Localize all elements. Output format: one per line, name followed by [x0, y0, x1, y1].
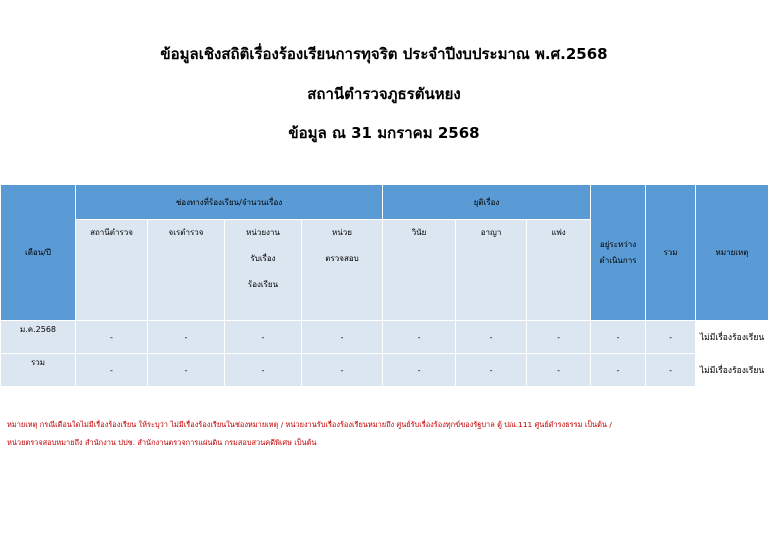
cell-station: - [76, 321, 148, 354]
cell-pending: - [591, 354, 646, 387]
row-label-text: ม.ค.2568 [19, 325, 57, 334]
cell-station: - [76, 354, 148, 387]
header-discipline [383, 220, 456, 321]
header-civil [527, 220, 591, 321]
header-audit-line1: หน่วย [332, 228, 352, 237]
cell-civil: - [527, 321, 591, 354]
report-title: ข้อมูลเชิงสถิติเรื่องร้องเรียนการทุจริต ประจำปีงบประมาณ พ.ศ.2568 [160, 45, 608, 63]
footnote [7, 416, 767, 452]
header-criminal [456, 220, 527, 321]
cell-police: - [148, 354, 225, 387]
cell-audit: - [302, 354, 383, 387]
row-label [1, 321, 76, 354]
cell-remark: ไม่มีเรื่องร้องเรียน [696, 321, 768, 354]
station-name: สถานีตำรวจภูธรตันหยง [307, 85, 461, 103]
complaint-statistics-table [0, 184, 768, 387]
header-station-label: สถานีตำรวจ [90, 228, 133, 237]
header-pending-line1: อยู่ระหว่าง [599, 239, 637, 249]
header-concluded: ยุติเรื่อง [383, 185, 591, 220]
header-receiving-line1: หน่วยงาน [246, 228, 280, 237]
header-total: รวม [646, 185, 696, 321]
header-row-top [1, 185, 768, 220]
cell-total: - [646, 354, 696, 387]
header-receiving [225, 220, 302, 321]
header-receiving-line3: ร้องเรียน [247, 280, 279, 289]
header-audit [302, 220, 383, 321]
footnote-line2: หน่วยตรวจสอบหมายถึง สำนักงาน ปปช. สำนักงานตรวจการแผ่นดิน กรมสอบสวนคดีพิเศษ เป็นต้น [7, 438, 317, 447]
footnote-line1: หมายเหตุ กรณีเดือนใดไม่มีเรื่องร้องเรียน ให้ระบุว่า ไม่มีเรื่องร้องเรียนในช่องหมายเหตุ / หน่วยงานรับเรื่องร้องเรียนหมายถึง ศูนย์รับเรื่องร้องทุกข์ของรัฐบาล ตู้ ปณ.111 ศูนย์ดำรงธรรม เป็นต้น / [7, 420, 612, 429]
table-row [1, 354, 768, 387]
row-label-text: รวม [30, 358, 46, 367]
table-row [1, 321, 768, 354]
header-criminal-label: อาญา [480, 228, 502, 237]
cell-police: - [148, 321, 225, 354]
cell-pending: - [591, 321, 646, 354]
report-date: ข้อมูล ณ 31 มกราคม 2568 [288, 124, 480, 142]
header-discipline-label: วินัย [411, 228, 427, 237]
cell-receiving: - [225, 354, 302, 387]
cell-criminal: - [456, 354, 527, 387]
cell-remark: ไม่มีเรื่องร้องเรียน [696, 354, 768, 387]
cell-civil: - [527, 354, 591, 387]
header-audit-line2: ตรวจสอบ [325, 254, 359, 263]
header-channels: ช่องทางที่ร้องเรียน/จำนวนเรื่อง [76, 185, 383, 220]
header-receiving-line2: รับเรื่อง [250, 254, 276, 263]
cell-audit: - [302, 321, 383, 354]
header-pending-line2: ดำเนินการ [599, 255, 637, 265]
cell-criminal: - [456, 321, 527, 354]
cell-total: - [646, 321, 696, 354]
cell-discipline: - [383, 321, 456, 354]
row-label [1, 354, 76, 387]
header-pending [591, 185, 646, 321]
cell-receiving: - [225, 321, 302, 354]
header-civil-label: แพ่ง [551, 228, 566, 237]
header-month: เดือน/ปี [1, 185, 76, 321]
header-station [76, 220, 148, 321]
header-remark: หมายเหตุ [696, 185, 768, 321]
header-police-label: จเรตำรวจ [168, 228, 204, 237]
header-police [148, 220, 225, 321]
cell-discipline: - [383, 354, 456, 387]
